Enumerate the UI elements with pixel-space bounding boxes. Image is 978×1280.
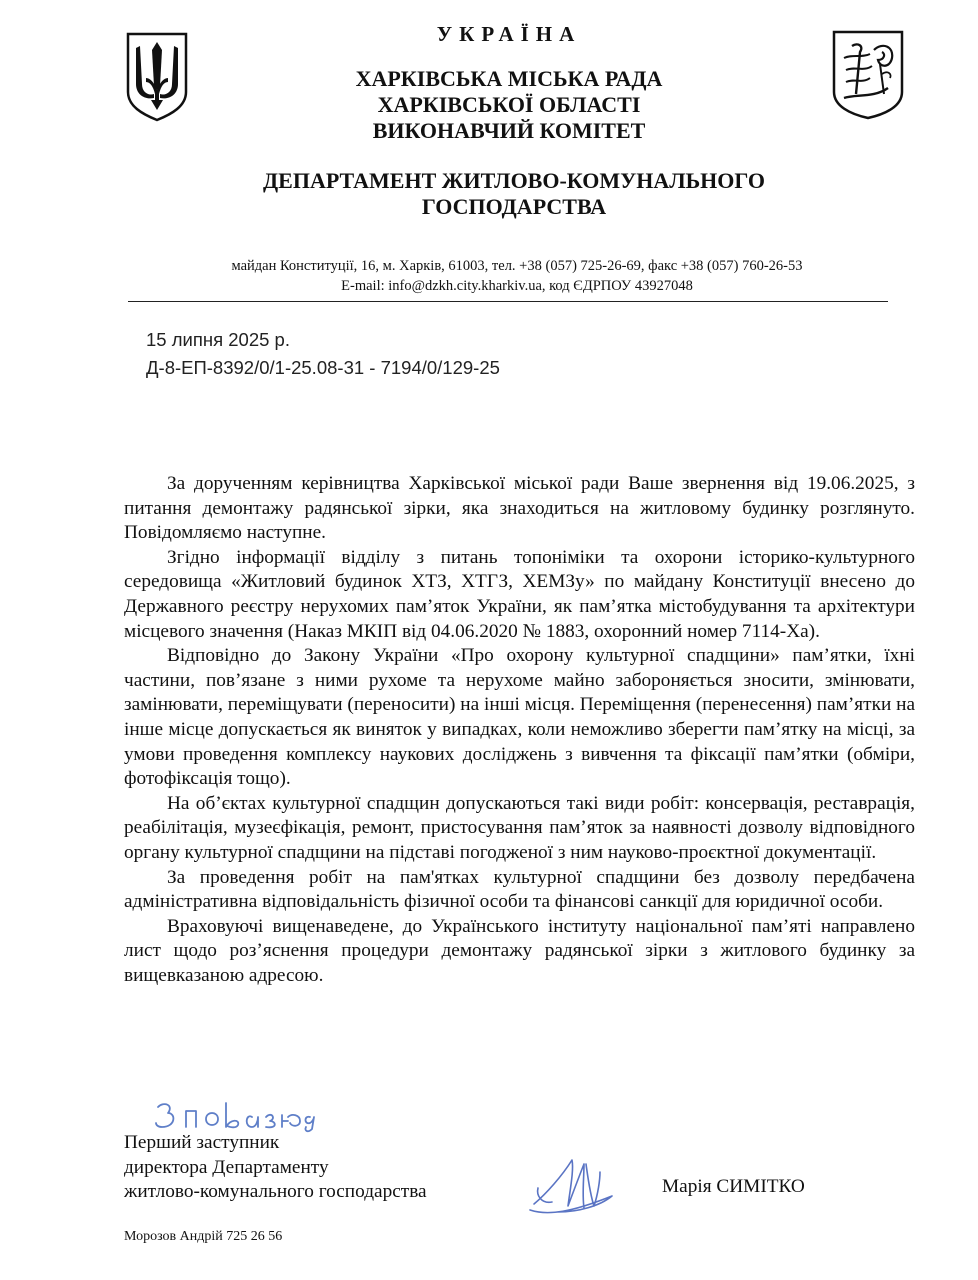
email-line: E-mail: info@dzkh.city.kharkiv.ua, код ЄДРПОУ 43927048	[341, 278, 693, 294]
department-line-1: ДЕПАРТАМЕНТ ЖИТЛОВО-КОМУНАЛЬНОГО	[263, 168, 765, 193]
letter-number: Д-8-ЕП-8392/0/1-25.08-31 - 7194/0/129-25	[146, 357, 500, 378]
council-line-1: ХАРКІВСЬКА МІСЬКА РАДА	[355, 66, 663, 91]
role-line-2: директора Департаменту	[124, 1156, 329, 1178]
registration-block	[146, 326, 500, 382]
paragraph: За дорученням керівництва Харківської міської ради Ваше звернення від 19.06.2025, з питання демонтажу радянської зірки, яка знаходиться на житловому будинку розглянуто. Повідомляємо наступне.	[124, 473, 915, 544]
contact-block	[0, 256, 978, 296]
council-line-2: ХАРКІВСЬКОЇ ОБЛАСТІ	[377, 92, 641, 117]
paragraph: Враховуючі вищенаведене, до Українського інституту національної пам’яті направлено лист щодо роз’яснення процедури демонтажу радянської зірки з житлового будинку за вищевказаною адресою.	[124, 915, 915, 986]
paragraph: За проведення робіт на пам'ятках культурної спадщини без дозволу передбачена адміністративна відповідальність фізичної особи та фінансові санкції для юридичної особи.	[124, 866, 915, 913]
paragraph: Згідно інформації відділу з питань топоніміки та охорони історико-культурного середовища «Житловий будинок ХТЗ, ХТГЗ, ХЕМЗу» по майдану Конституції внесено до Державного реєстру нерухомих пам’яток України, як пам’ятка містобудування та архітектури місцевого значення (Наказ МКІП від 04.06.2020 № 1883, охоронний номер 7114-Ха).	[124, 546, 915, 642]
address-line: майдан Конституції, 16, м. Харків, 61003, тел. +38 (057) 725-26-69, факс +38 (057) 760-26-53	[231, 258, 803, 274]
signatory-name: Марія СИМІТКО	[662, 1176, 805, 1197]
letter-body	[124, 472, 915, 988]
department-heading	[0, 168, 978, 220]
letter-date: 15 липня 2025 р.	[146, 329, 290, 350]
handwritten-signature	[528, 1150, 618, 1220]
paragraph: Відповідно до Закону України «Про охорону культурної спадщини» пам’ятки, їхні частини, пов’язане з ними рухоме та нерухоме майно забороняється зносити, змінювати, замінювати, переміщувати (переносити) на інші місця. Переміщення (перенесення) пам’ятки на інше місце допускається як виняток у випадках, коли неможливо зберегти пам’ятку на місці, за умови проведення комплексу наукових досліджень з вивчення та фіксації пам’ятки (обміри, фотофіксація тощо).	[124, 645, 915, 790]
role-line-3: житлово-комунального господарства	[124, 1181, 427, 1203]
country-name: УКРАЇНА	[436, 22, 582, 46]
paragraph: На об’єктах культурної спадщин допускаються такі види робіт: консервація, реставрація, реабілітація, музеєфікація, ремонт, пристосування пам’яток за наявності дозволу відповідного органу культурної спадщини на підставі погодженої з ним науково-проєктної документації.	[124, 792, 915, 863]
department-line-2: ГОСПОДАРСТВА	[421, 194, 607, 219]
council-line-3: ВИКОНАВЧИЙ КОМІТЕТ	[372, 118, 646, 143]
header-divider	[128, 301, 888, 302]
signatory-role	[124, 1131, 427, 1205]
role-line-1: Перший заступник	[124, 1132, 280, 1153]
council-heading	[0, 66, 978, 144]
executor-line: Морозов Андрій 725 26 56	[124, 1229, 283, 1244]
